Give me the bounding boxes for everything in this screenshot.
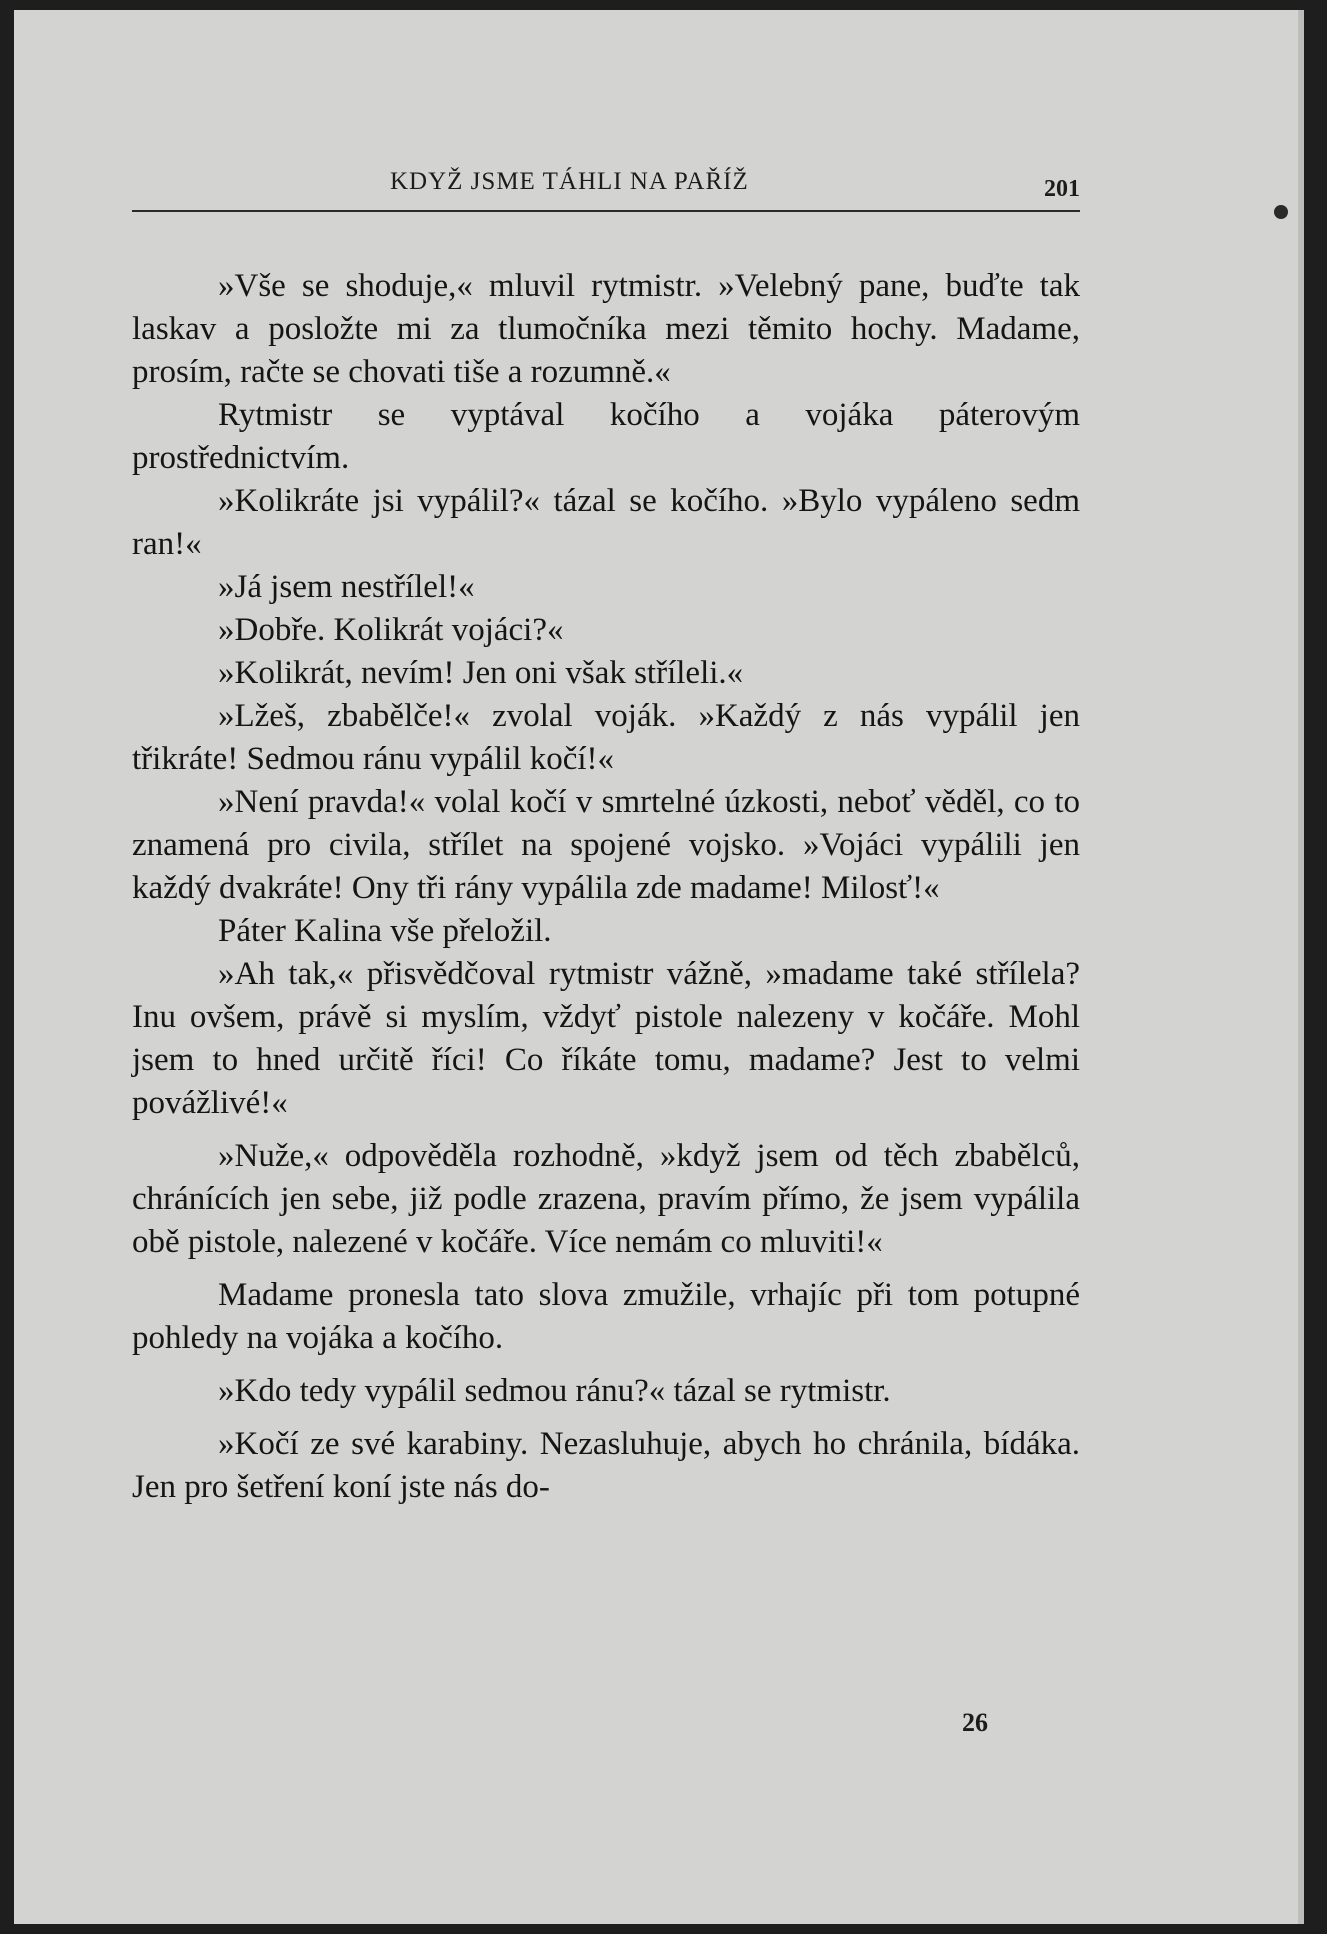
- paragraph: »Ah tak,« přisvědčoval rytmistr vážně, »madame také střílela? Inu ovšem, právě si myslím, vždyť pistole nalezeny v kočáře. Mohl jsem to hned určitě říci! Co říkáte tomu, madame? Jest to velmi povážlivé!«: [132, 956, 1080, 1121]
- header-rule: [132, 210, 1080, 212]
- body-text: [132, 265, 1080, 1509]
- paragraph: »Dobře. Kolikrát vojáci?«: [218, 612, 564, 648]
- paragraph: »Kolikrát, nevím! Jen oni však stříleli.«: [218, 655, 744, 691]
- paragraph: »Vše se shoduje,« mluvil rytmistr. »Velebný pane, buďte tak laskav a posložte mi za tlumočníka mezi těmito hochy. Madame, prosím, račte se chovati tiše a rozumně.«: [132, 268, 1080, 390]
- signature-mark: 26: [962, 1708, 988, 1737]
- paragraph: »Není pravda!« volal kočí v smrtelné úzkosti, neboť věděl, co to znamená pro civila, střílet na spojené vojsko. »Vojáci vypálili jen každý dvakráte! Ony tři rány vypálila zde madame! Milosť!«: [132, 784, 1080, 906]
- paragraph: »Kočí ze své karabiny. Nezasluhuje, abych ho chránila, bídáka. Jen pro šetření koní jste nás do-: [132, 1426, 1080, 1505]
- running-title: KDYŽ JSME TÁHLI NA PAŘÍŽ: [390, 168, 749, 195]
- paragraph: Páter Kalina vše přeložil.: [218, 913, 552, 949]
- paragraph: Rytmistr se vyptával kočího a vojáka páterovým prostřednictvím.: [132, 397, 1080, 476]
- paragraph: »Kolikráte jsi vypálil?« tázal se kočího. »Bylo vypáleno sedm ran!«: [132, 483, 1080, 562]
- page-number: 201: [1044, 176, 1080, 202]
- ink-spot: [1274, 205, 1288, 219]
- paragraph: Madame pronesla tato slova zmužile, vrhajíc při tom potupné pohledy na vojáka a kočího.: [132, 1277, 1080, 1356]
- paragraph: »Nuže,« odpověděla rozhodně, »když jsem od těch zbabělců, chránících jen sebe, již podle zrazena, pravím přímo, že jsem vypálila obě pistole, nalezené v kočáře. Více nemám co mluviti!«: [132, 1138, 1080, 1260]
- paragraph: »Kdo tedy vypálil sedmou ránu?« tázal se rytmistr.: [218, 1373, 891, 1409]
- paragraph: »Lžeš, zbabělče!« zvolal voják. »Každý z nás vypálil jen třikráte! Sedmou ránu vypálil kočí!«: [132, 698, 1080, 777]
- book-page: [14, 10, 1304, 1924]
- paragraph: »Já jsem nestřílel!«: [218, 569, 475, 605]
- page-header: [132, 158, 1080, 212]
